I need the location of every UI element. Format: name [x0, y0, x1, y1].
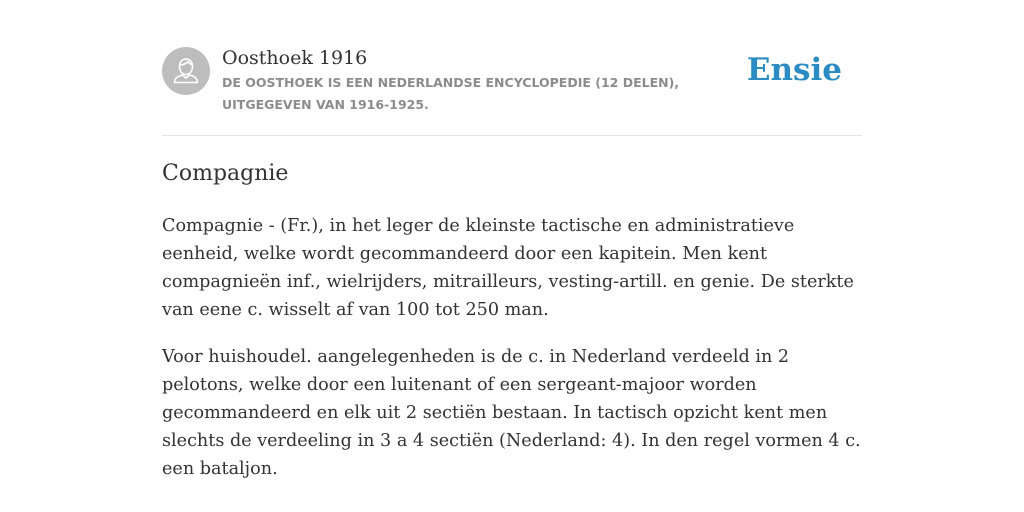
header-divider — [162, 135, 862, 136]
source-header — [162, 46, 862, 116]
entry-title: Compagnie — [162, 161, 289, 186]
source-name[interactable]: Oosthoek 1916 — [222, 47, 368, 69]
entry-paragraph: Voor huishoudel. aangelegenheden is de c. in Nederland verdeeld in 2 pelotons, welke door een luitenant of een sergeant-majoor worden gecommandeerd en elk uit 2 sectiën bestaan. In tactisch opzicht kent men slechts de verdeeling in 3 a 4 sectiën (Nederland: 4). In den regel vormen 4 c. een bataljon. — [162, 347, 861, 479]
entry-body — [162, 212, 862, 502]
source-avatar[interactable] — [162, 47, 210, 95]
entry-paragraph: Compagnie - (Fr.), in het leger de kleinste tactische en administratieve eenheid, welke wordt gecommandeerd door een kapitein. Men kent compagnieën inf., wielrijders, mitrailleurs, vesting-artill. en genie. De sterkte van eene c. wisselt af van 100 tot 250 man. — [162, 216, 854, 320]
brand-logo[interactable]: Ensie — [746, 52, 842, 88]
user-icon — [162, 47, 210, 95]
source-description: DE OOSTHOEK IS EEN NEDERLANDSE ENCYCLOPEDIE (12 DELEN), UITGEGEVEN VAN 1916-1925. — [222, 75, 680, 112]
